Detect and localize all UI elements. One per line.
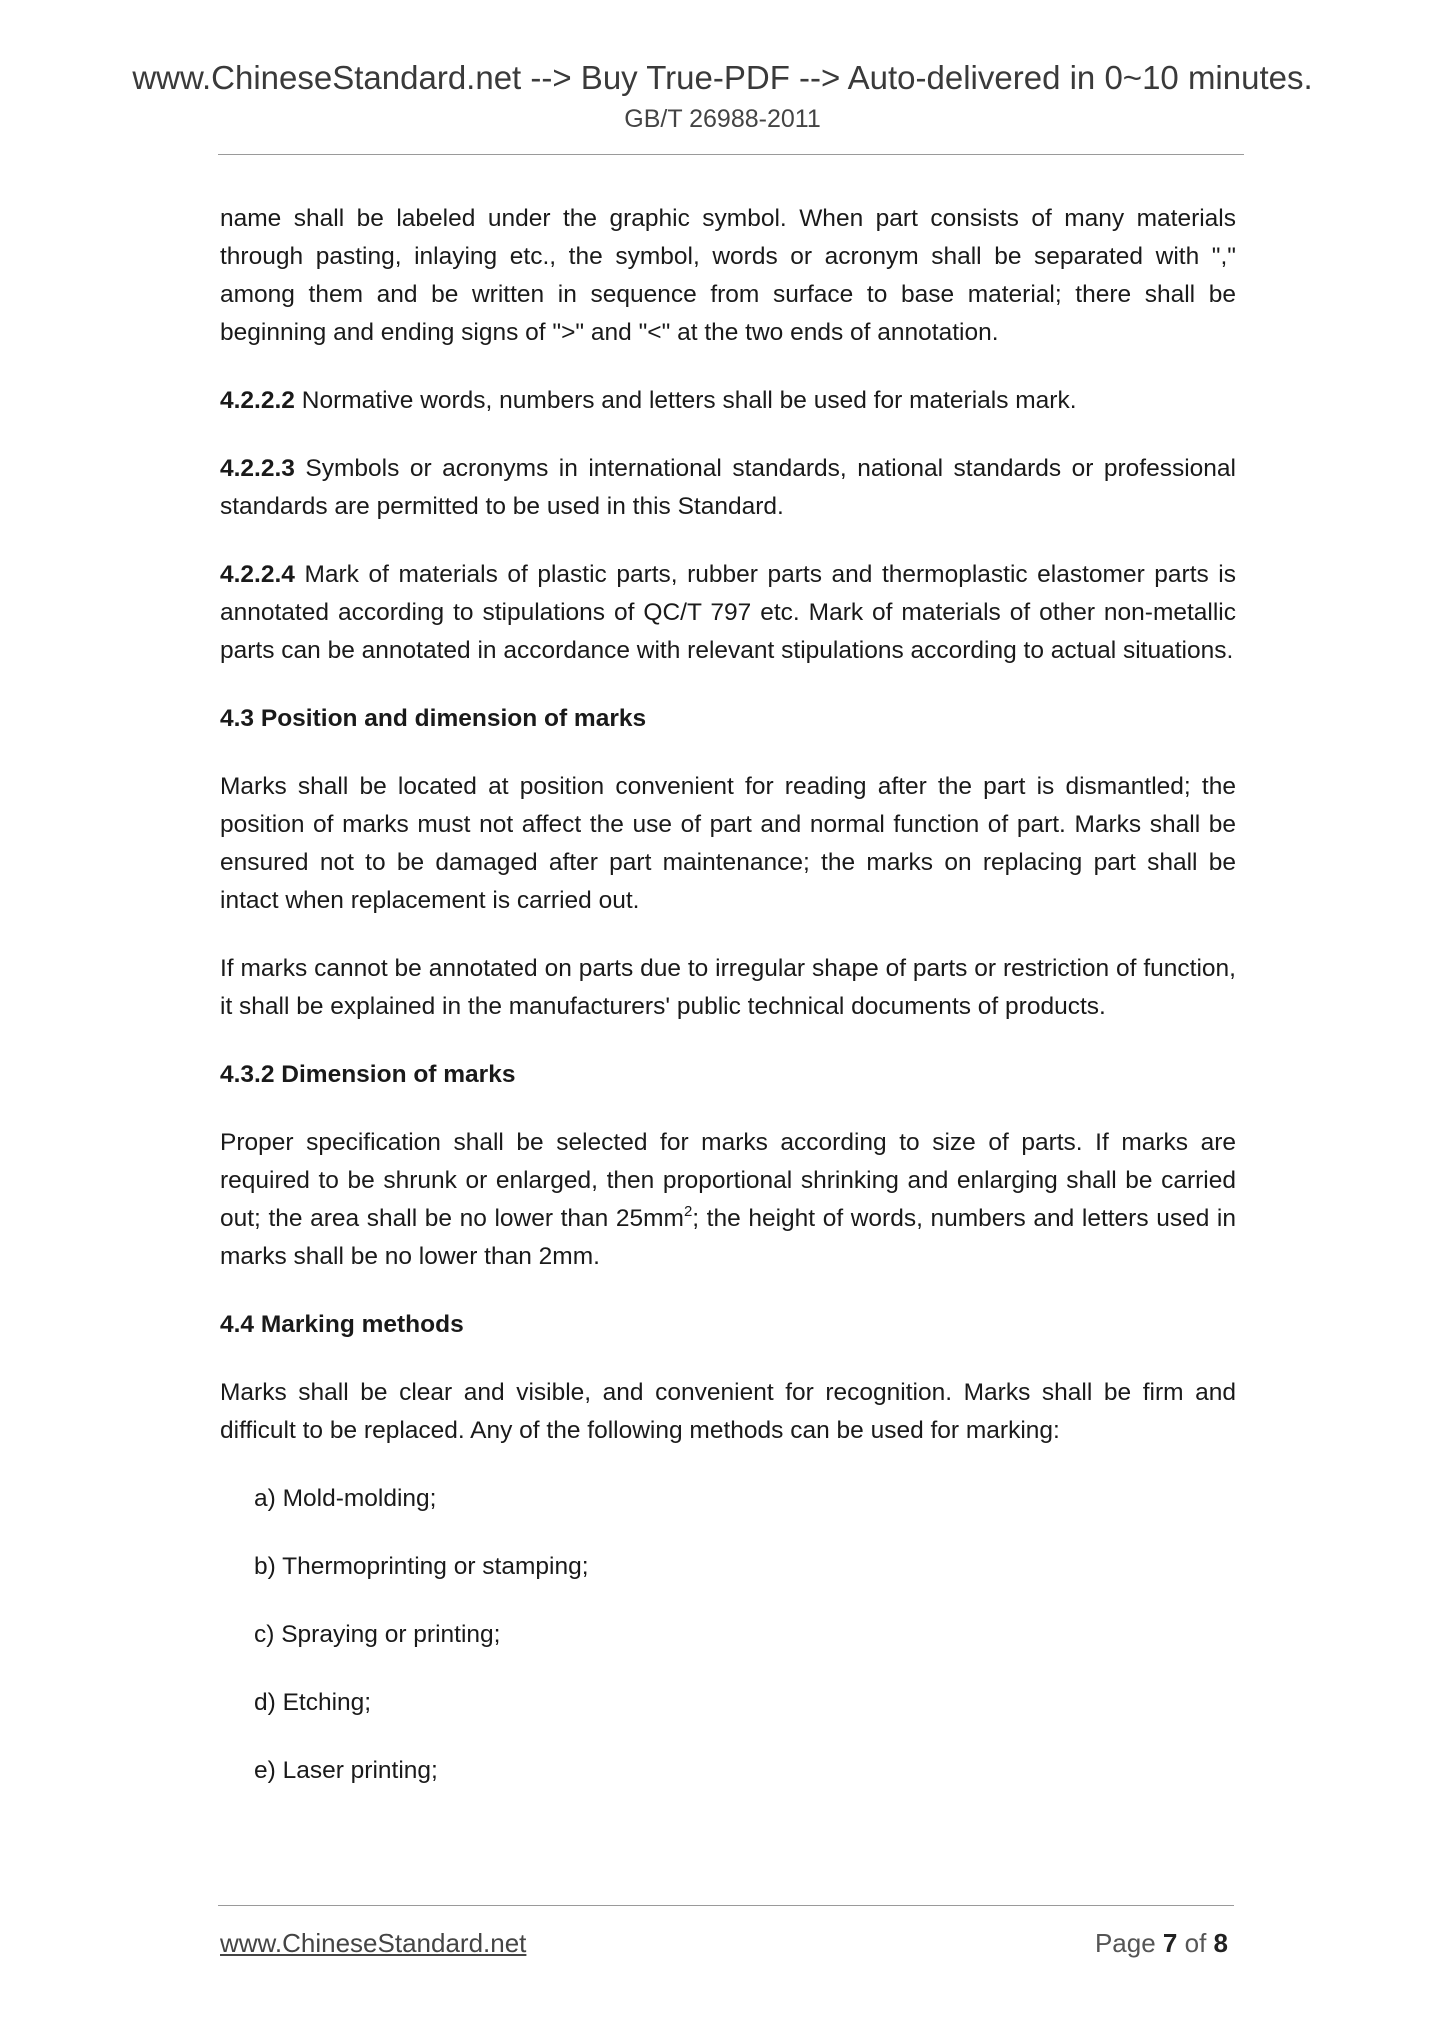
clause-text: Symbols or acronyms in international standards, national standards or professional standards are permitted to be used in this Standard.: [220, 455, 1236, 520]
paragraph-4-3-position: Marks shall be located at position convenient for reading after the part is dismantled; the position of marks must not affect the use of part and normal function of part. Marks shall be ensured not to be damaged after part maintenance; the marks on replacing part shall be intact when replacement is carried out.: [220, 773, 1236, 914]
paragraph-4-3-exception: If marks cannot be annotated on parts due to irregular shape of parts or restriction of function, it shall be explained in the manufacturers' public technical documents of products.: [220, 955, 1236, 1020]
clause-text: Mark of materials of plastic parts, rubber parts and thermoplastic elastomer parts is annotated according to stipulations of QC/T 797 etc. Mark of materials of other non-metallic parts can be annotated in accordance with relevant stipulations according to actual situations.: [220, 561, 1236, 664]
dimension-text-part1: Proper specification shall be selected for marks according to size of parts. If marks are required to be shrunk or enlarged, then proportional shrinking and enlarging shall be carried out; the area shall be no lower than 25mm: [220, 1129, 1236, 1232]
footer-divider: [218, 1905, 1234, 1906]
section-heading-4-4: 4.4 Marking methods: [220, 1311, 464, 1338]
header-divider: [218, 154, 1244, 155]
paragraph-4-4-methods: Marks shall be clear and visible, and convenient for recognition. Marks shall be firm and difficult to be replaced. Any of the following methods can be used for marking:: [220, 1379, 1236, 1444]
clause-number: 4.2.2.4: [220, 561, 295, 588]
intro-paragraph: name shall be labeled under the graphic symbol. When part consists of many materials through pasting, inlaying etc., the symbol, words or acronym shall be separated with "," among them and be written in sequence from surface to base material; there shall be beginning and ending signs of ">" and "<" at the two ends of annotation.: [220, 205, 1236, 346]
clause-4-2-2-3: [220, 450, 1236, 526]
page-total: 8: [1213, 1928, 1228, 1958]
page-current: 7: [1162, 1928, 1178, 1958]
page-label: Page: [1094, 1928, 1163, 1958]
list-item: b) Thermoprinting or stamping;: [254, 1553, 589, 1580]
clause-number: 4.2.2.3: [220, 455, 295, 482]
section-heading-4-3: 4.3 Position and dimension of marks: [220, 705, 647, 732]
document-body: [220, 200, 1236, 1790]
section-heading-4-3-2: 4.3.2 Dimension of marks: [220, 1061, 516, 1088]
header-banner: www.ChineseStandard.net --> Buy True-PDF --> Auto-delivered in 0~10 minutes.: [132, 59, 1313, 96]
page-indicator: [1095, 1926, 1228, 1960]
clause-4-2-2-2: [220, 382, 1236, 420]
list-item: a) Mold-molding;: [254, 1485, 437, 1512]
clause-4-2-2-4: [220, 556, 1236, 670]
clause-text: Normative words, numbers and letters shall be used for materials mark.: [294, 387, 1077, 414]
page-of-label: of: [1177, 1928, 1214, 1958]
dimension-text-part2: ; the height of words, numbers and letters used in marks shall be no lower than 2mm.: [220, 1205, 1236, 1270]
paragraph-4-3-2-dimension: [220, 1124, 1236, 1276]
clause-number: 4.2.2.2: [220, 387, 295, 414]
footer-website-link[interactable]: www.ChineseStandard.net: [220, 1928, 527, 1958]
list-item: c) Spraying or printing;: [254, 1621, 501, 1648]
standard-code: GB/T 26988-2011: [624, 105, 821, 133]
list-item: d) Etching;: [254, 1689, 372, 1716]
list-item: e) Laser printing;: [254, 1757, 438, 1784]
superscript-2: 2: [683, 1203, 693, 1220]
